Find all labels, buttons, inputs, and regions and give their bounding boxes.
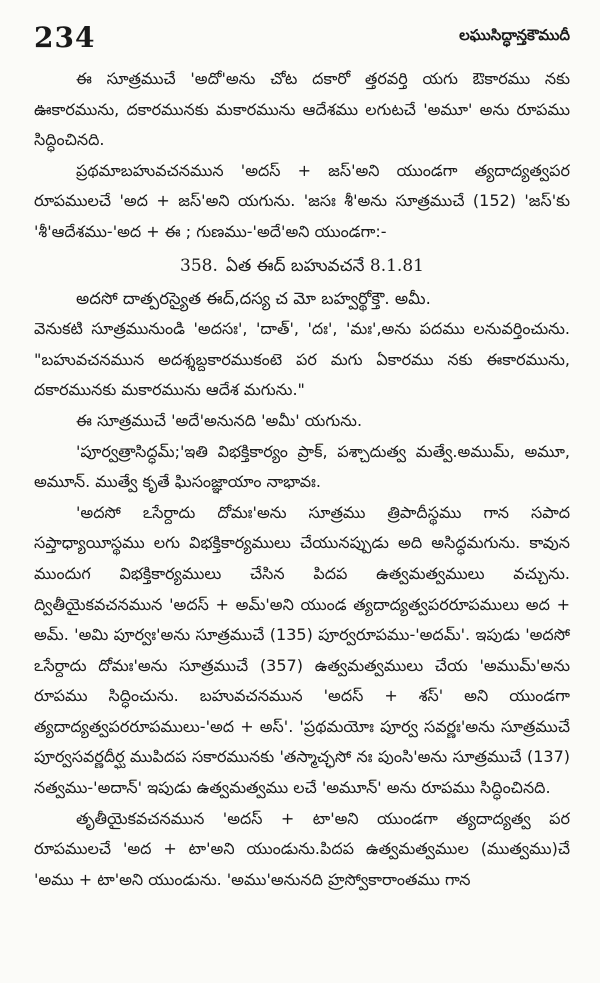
running-title: లఘుసిద్ధాన్తకౌముదీ (459, 26, 570, 44)
explanation-paragraph: వెనుకటి సూత్రమునుండి 'అదసః', 'దాత్', 'దః', 'మః',అను పదము లనువర్తించును. "బహువచనమున అదశ్శబ్దకారముకంటె పర మగు ఏకారము నకు ఈకారమును, దకారమునకు మకారమును ఆదేశ మగును." (34, 319, 570, 400)
paragraph: 'అదసో ఽసేర్దాదు దోమః'అను సూత్రము త్రిపాదీస్థము గాన సపాద సప్తాధ్యాయీస్థము లగు విభక్తికార్యములు చేయునప్పుడు అది అసిద్ధమగును. కావున ముందుగ విభక్తికార్యములు చేసిన పిదప ఉత్వమత్వములు వచ్చును. ద్వితీయైకవచనమున 'అదస్ + అమ్'అని యుండ త్యదాద్యత్వపరరూపములు అద + అమ్. 'అమి పూర్వః'అను సూత్రముచే (135) పూర్వరూపము-'అదమ్'. ఇపుడు 'అదసో ఽసేర్దాదు దోమః'అను సూత్రముచే (357) ఉత్వమత్వములు చేయ 'అముమ్'అను రూపము సిద్ధించును. బహువచనమున 'అదస్ + శస్' అని యుండగా త్యదాద్యత్వపరరూపములు-'అద + అస్'. 'ప్రథమయోః పూర్వ సవర్ణః'అను సూత్రముచే పూర్వసవర్ణదీర్ఘ ముపిదప సకారమునకు 'తస్మాచ్ఛసో నః పుంసి'అను సూత్రముచే (137) నత్వము-'అదాన్' ఇపుడు ఉత్వమత్వము లచే 'అమూన్' అను రూపము సిద్ధించినది. (34, 502, 570, 798)
page-number: 234 (34, 21, 96, 54)
page-header (34, 14, 570, 54)
sutra-number: 358. (180, 255, 218, 276)
page-body (34, 64, 570, 895)
explanation-paragraph: ఈ సూత్రముచే 'అదే'అనునది 'అమీ' యగును. (76, 410, 363, 430)
paragraph: ప్రథమాబహువచనమున 'అదస్ + జస్'అని యుండగా త్యదాద్యత్వపర రూపములచే 'అద + జస్'అని యగును. 'జసః శీ'అను సూత్రముచే (152) 'జస్'కు 'శీ'ఆదేశము-'అద + ఈ ; గుణము-'అదే'అని యుండగా:- (34, 160, 570, 241)
paragraph: తృతీయైకవచనమున 'అదస్ + టా'అని యుండగా త్యదాద్యత్వ పర రూపములచే 'అద + టా'అని యుండును.పిదప ఉత్వమత్వముల (ముత్వము)చే 'అము + టా'అని యుండును. 'అము'అనునది హ్రస్వోకారాంతము గాన (34, 808, 570, 889)
sutra-text: ఏత ఈద్ బహువచనే 8.1.81 (225, 255, 424, 276)
sutra-heading (34, 250, 570, 282)
paragraph: ఈ సూత్రముచే 'అదో'అను చోట దకారో త్తరవర్తి యగు ఔకారము నకు ఊకారమును, దకారమునకు మకారమును ఆదేశము లగుటచే 'అమూ' అను రూపము సిద్ధించినది. (34, 69, 570, 150)
vritti-text: అదసో దాత్పరస్యైత ఈద్,దస్య చ మో బహ్వర్థోక్తౌ. అమీ. (76, 288, 431, 308)
quoted-text: 'పూర్వత్రాసిద్ధమ్;'ఇతి విభక్తికార్యం ప్రాక్, పశ్చాదుత్వ మత్వే.అముమ్, అమూ, అమూన్. ముత్వే కృతే ఘిసంజ్ఞాయాం నాభావః. (34, 441, 570, 492)
